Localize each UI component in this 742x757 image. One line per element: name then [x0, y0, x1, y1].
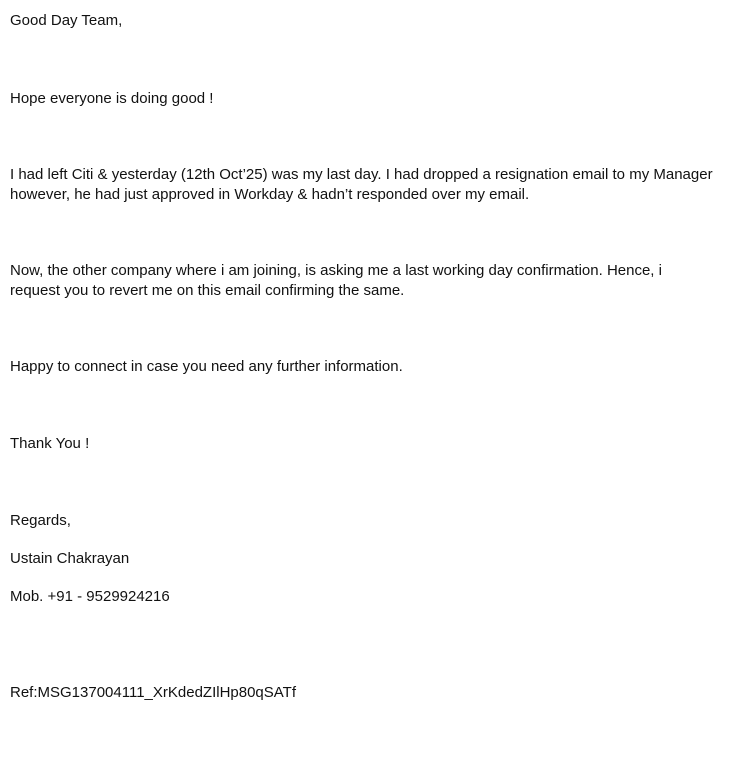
reference-id: Ref:MSG137004111_XrKdedZIlHp80qSATf [10, 684, 296, 701]
closing-line: Regards, [10, 512, 71, 529]
wellwish-line: Hope everyone is doing good ! [10, 90, 214, 107]
offer-line: Happy to connect in case you need any further information. [10, 358, 403, 375]
confirmation-request-paragraph [10, 261, 732, 301]
resignation-paragraph-line: I had left Citi & yesterday (12th Oct’25) was my last day. I had dropped a resignation email to my Manager [10, 166, 713, 183]
thanks-line: Thank You ! [10, 435, 90, 452]
resignation-paragraph [10, 165, 732, 205]
resignation-paragraph-line: however, he had just approved in Workday & hadn’t responded over my email. [10, 186, 530, 203]
confirmation-request-line: request you to revert me on this email confirming the same. [10, 282, 405, 299]
sender-name: Ustain Chakrayan [10, 550, 130, 567]
sender-mobile: Mob. +91 - 9529924216 [10, 588, 170, 605]
greeting-line: Good Day Team, [10, 12, 123, 29]
confirmation-request-line: Now, the other company where i am joining, is asking me a last working day confirmation. Hence, i [10, 262, 662, 279]
